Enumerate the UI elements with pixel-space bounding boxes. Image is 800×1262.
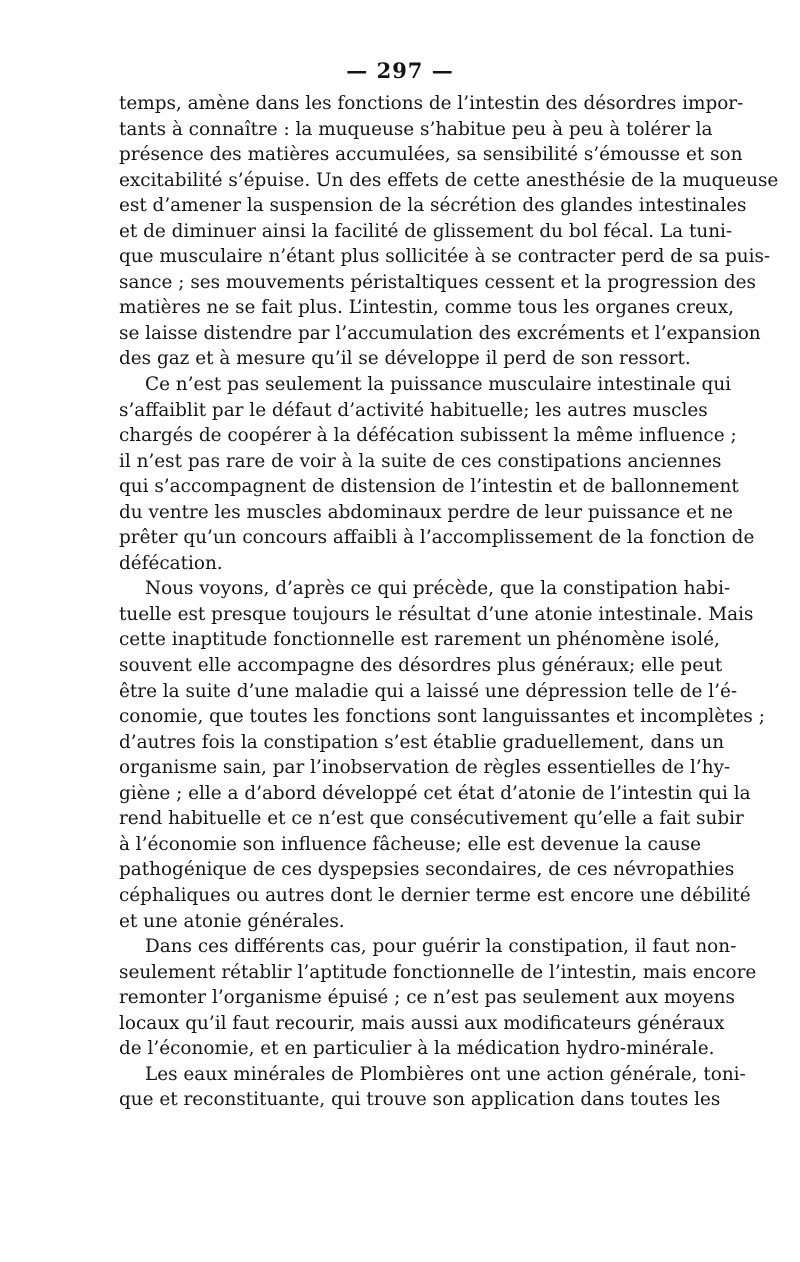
text-line: à l’économie son influence fâcheuse; elle est devenue la cause [119, 833, 701, 855]
text-line: céphaliques ou autres dont le dernier terme est encore une débilité [119, 884, 751, 906]
page-number: — 297 — [346, 58, 454, 83]
text-line: cette inaptitude fonctionnelle est rarement un phénomène isolé, [119, 629, 720, 651]
text-line: rend habituelle et ce n’est que consécutivement qu’elle a fait subir [119, 808, 744, 830]
text-line: seulement rétablir l’aptitude fonctionnelle de l’intestin, mais encore [119, 961, 757, 983]
body-text [119, 91, 779, 1113]
text-line: conomie, que toutes les fonctions sont languissantes et incomplètes ; [119, 706, 765, 728]
text-line: excitabilité s’épuise. Un des effets de cette anesthésie de la muqueuse [119, 169, 779, 191]
text-line: pathogénique de ces dyspepsies secondaires, de ces névropathies [119, 859, 735, 881]
text-line: que et reconstituante, qui trouve son application dans toutes les [119, 1089, 721, 1111]
text-line: de l’économie, et en particulier à la médication hydro-minérale. [119, 1038, 715, 1060]
text-line: matières ne se fait plus. L’intestin, comme tous les organes creux, [119, 297, 734, 319]
text-line: chargés de coopérer à la défécation subissent la même influence ; [119, 425, 737, 447]
text-line: il n’est pas rare de voir à la suite de ces constipations anciennes [119, 450, 722, 472]
text-line: qui s’accompagnent de distension de l’intestin et de ballonnement [119, 476, 739, 498]
text-line: du ventre les muscles abdominaux perdre de leur puissance et ne [119, 501, 733, 523]
text-line: sance ; ses mouvements péristaltiques cessent et la progression des [119, 271, 756, 293]
text-line: tants à connaître : la muqueuse s’habitue peu à peu à tolérer la [119, 118, 713, 140]
text-line: giène ; elle a d’abord développé cet état d’atonie de l’intestin qui la [119, 782, 751, 804]
text-line: et de diminuer ainsi la facilité de glissement du bol fécal. La tuni- [119, 220, 733, 242]
text-line: organisme sain, par l’inobservation de règles essentielles de l’hy- [119, 757, 731, 779]
text-line: être la suite d’une maladie qui a laissé une dépression telle de l’é- [119, 680, 738, 702]
text-line: d’autres fois la constipation s’est établie graduellement, dans un [119, 731, 725, 753]
text-line: remonter l’organisme épuisé ; ce n’est pas seulement aux moyens [119, 987, 735, 1009]
text-line: que musculaire n’étant plus sollicitée à se contracter perd de sa puis- [119, 246, 771, 268]
text-line: Les eaux minérales de Plombières ont une action générale, toni- [145, 1063, 746, 1085]
text-line: locaux qu’il faut recourir, mais aussi aux modificateurs généraux [119, 1012, 725, 1034]
text-line: est d’amener la suspension de la sécrétion des glandes intestinales [119, 195, 747, 217]
text-line: défécation. [119, 552, 223, 574]
text-line: tuelle est presque toujours le résultat d’une atonie intestinale. Mais [119, 603, 754, 625]
text-line: se laisse distendre par l’accumulation des excréments et l’expansion [119, 322, 761, 344]
text-line: temps, amène dans les fonctions de l’intestin des désordres impor- [119, 93, 744, 114]
text-line: des gaz et à mesure qu’il se développe il perd de son ressort. [119, 348, 691, 370]
text-line: prêter qu’un concours affaibli à l’accomplissement de la fonction de [119, 527, 755, 549]
text-line: et une atonie générales. [119, 910, 345, 932]
text-line: souvent elle accompagne des désordres plus généraux; elle peut [119, 655, 723, 677]
text-line: Nous voyons, d’après ce qui précède, que la constipation habi- [145, 578, 731, 600]
text-line: Dans ces différents cas, pour guérir la constipation, il faut non- [145, 936, 737, 958]
text-line: Ce n’est pas seulement la puissance musculaire intestinale qui [145, 374, 732, 396]
text-line: s’affaiblit par le défaut d’activité habituelle; les autres muscles [119, 399, 708, 421]
text-line: présence des matières accumulées, sa sensibilité s’émousse et son [119, 144, 743, 166]
